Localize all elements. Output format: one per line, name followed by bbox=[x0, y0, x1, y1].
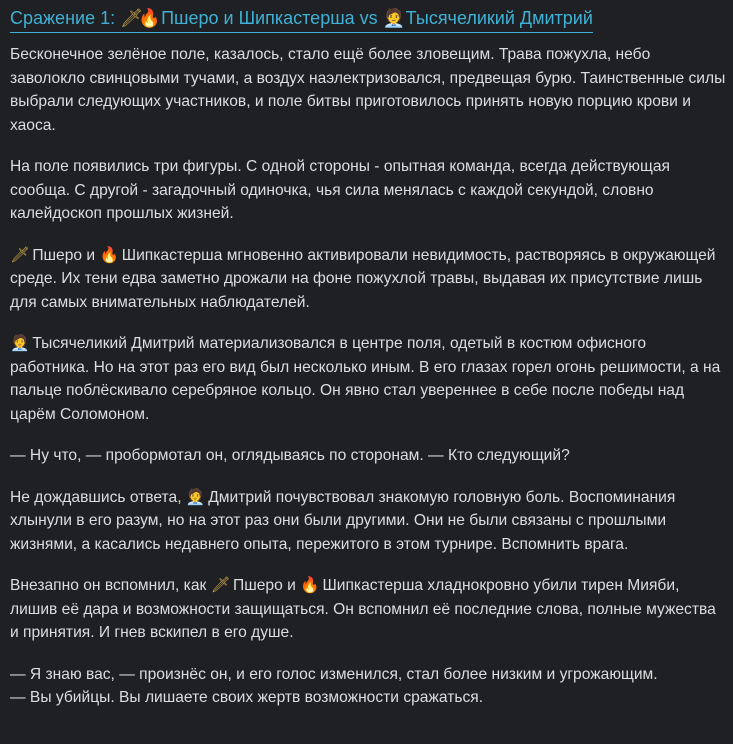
paragraph-3-part2: Шипкастерша мгновенно активировали невидимость, растворяясь в окружающей среде. Их тени едва заметно дрожали на фоне пожухлой травы, выдавая их присутствие лишь для самых внимательных наблюдателей. bbox=[10, 246, 716, 311]
title-opponent: Тысячеликий Дмитрий bbox=[400, 8, 593, 28]
dagger-icon: 🗡 bbox=[120, 8, 143, 29]
paragraph-7-part1: Внезапно он вспомнил, как bbox=[10, 577, 211, 594]
paragraph-6-part2: Дмитрий почувствовал знакомую головную боль. Воспоминания хлынули в его разум, но на этот раз они были другими. Они не были связаны с прошлыми жизнями, а касались недавнего опыта, пережитого в этом турнире. Вспомнить врага. bbox=[10, 488, 676, 553]
paragraph-3-part1: Пшеро и bbox=[28, 246, 100, 264]
dagger-icon: 🗡 bbox=[210, 576, 231, 594]
dagger-icon: 🗡 bbox=[10, 245, 30, 264]
fire-icon: 🔥 bbox=[300, 576, 320, 594]
battle-title bbox=[10, 6, 593, 33]
paragraph-2: На поле появились три фигуры. С одной стороны - опытная команда, всегда действующая сообща. С другой - загадочный одиночка, чья сила менялась с каждой секундой, словно калейдоскоп прошлых жизней. bbox=[10, 158, 670, 222]
title-prefix: Сражение 1: bbox=[10, 8, 121, 28]
fire-icon: 🔥 bbox=[138, 8, 161, 29]
paragraph-8 bbox=[10, 663, 728, 710]
paragraph-4 bbox=[10, 332, 728, 426]
paragraph-6 bbox=[10, 486, 728, 557]
title-team1-name1: Пшеро и bbox=[156, 8, 239, 28]
paragraph-7-part2: Пшеро и bbox=[228, 577, 301, 594]
paragraph-1: Бесконечное зелёное поле, казалось, стало ещё более зловещим. Трава пожухла, небо заволокло свинцовыми тучами, а воздух наэлектризовался, предвещая бурю. Таинственные силы выбрали следующих участников, и поле битвы приготовилось принять новую порцию крови и хаоса. bbox=[10, 46, 726, 134]
paragraph-4-part1: Тысячеликий Дмитрий материализовался в центре поля, одетый в костюм офисного работника. Но на этот раз его вид был несколько иным. В его глазах горел огонь решимости, а на пальце поблёскивало серебряное кольцо. Он явно стал увереннее в себе после победы над царём Соломоном. bbox=[10, 335, 721, 423]
office-worker-icon: 🧑‍💼 bbox=[10, 334, 30, 352]
message-content bbox=[10, 6, 728, 728]
paragraph-3 bbox=[10, 244, 728, 315]
paragraph-8-line2: — Вы убийцы. Вы лишаете своих жертв возможности сражаться. bbox=[10, 689, 484, 706]
paragraph-7 bbox=[10, 574, 728, 645]
paragraph-5: — Ну что, — пробормотал он, оглядываясь по сторонам. — Кто следующий? bbox=[10, 447, 570, 464]
office-worker-icon: 🧑‍💼 bbox=[382, 8, 406, 29]
paragraph-8-line1: — Я знаю вас, — произнёс он, и его голос изменился, стал более низким и угрожающим. bbox=[10, 665, 658, 683]
office-worker-icon: 🧑‍💼 bbox=[185, 487, 206, 506]
fire-icon: 🔥 bbox=[99, 245, 119, 264]
paragraph-6-part1: Не дождавшись ответа, bbox=[10, 488, 186, 506]
title-team1-name2: Шипкастерша vs bbox=[238, 8, 383, 28]
paragraph-7-part3: Шипкастерша хладнокровно убили тирен Мияби, лишив её дара и возможности защищаться. Он вспомнил её последние слова, полные мужества и принятия. И гнев вскипел в его душе. bbox=[10, 577, 716, 641]
